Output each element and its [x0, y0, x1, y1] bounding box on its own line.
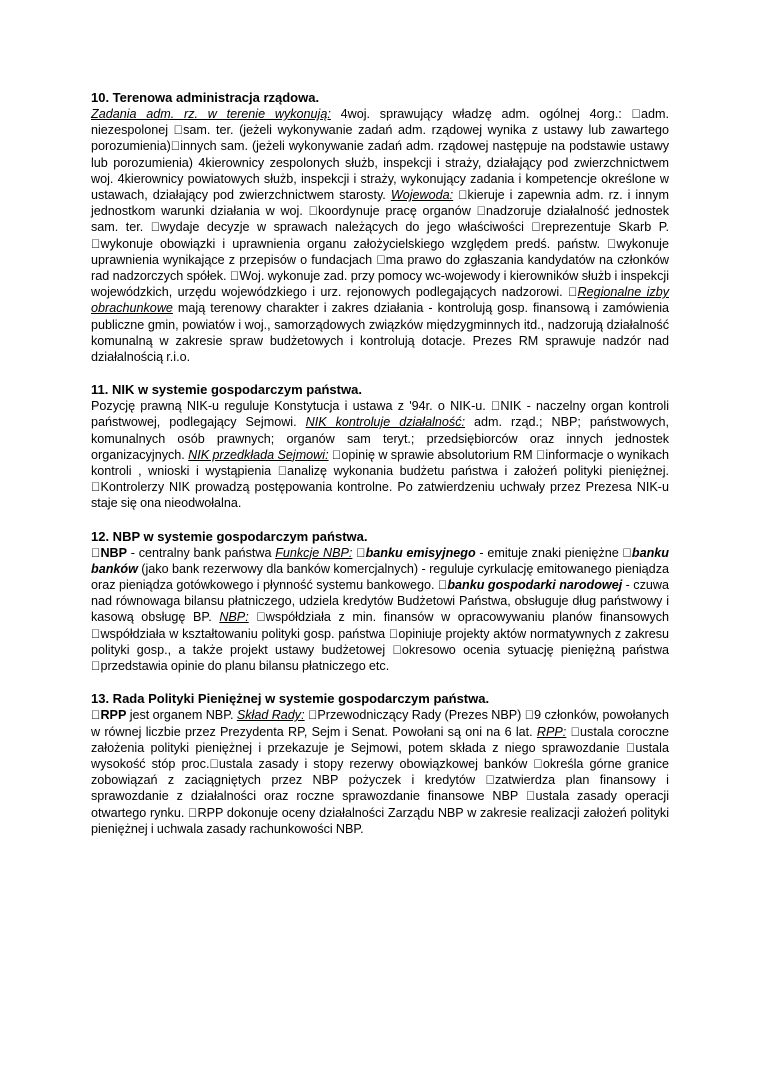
inline-text: ustala coroczne założenia polityki pieniężnej i przekazuje je Sejmowi, potem składa z niego sprawozdanie ustala wysokość stóp proc. ustala zasady i stopy rezerwy obowiązkowej banków określa górne granice zobowiązań z zaciągniętych przez NBP pożyczek i kredytów zatwierdza plan finansowy i sprawozdanie z działalności oraz roczne sprawozdanie finansowe NBP ustala zasady operacji otwartego rynku. RPP dokonuje oceny działalności Zarządu NBP w zakresie realizacji założeń polityki pieniężnej i uchwala zasady rachunkowości NBP.	[91, 724, 669, 836]
inline-text: kieruje i zapewnia adm. rz. i innym jednostkom warunki działania w woj. koordynuje pracę organów nadzoruje działalność jednostek sam. ter. wydaje decyzje w sprawach należących do jego właściwości reprezentuje Skarb P. wykonuje obowiązki i uprawnienia organu założycielskiego względem predś. państw. wykonuje uprawnienia wynikające z przepisów o fundacjach ma prawo do zgłaszania kandydatów na członków rad nadzorczych spółek. Woj. wykonuje zad. przy pomocy wc-wojewody i kierowników służb i inspekcji wojewódzkich, urzędu wojewódzkiego i urz. rejonowych podlegających nadzorowi.	[91, 188, 669, 300]
inline-text: adm. rząd.; NBP; państwowych, komunalnych osób prawnych; organów sam teryt.; przedsiębiorców oraz innych jednostek organizacyjnych.	[91, 415, 669, 462]
section-12	[91, 528, 669, 675]
inline-text: - czuwa nad równowaga bilansu płatniczego, udziela kredytów Budżetowi Państwa, obsługuje dług państwowy i kasową obsługę BP.	[91, 578, 669, 625]
inline-text: - centralny bank państwa	[117, 545, 270, 560]
inline-bold: NBP	[91, 545, 118, 560]
section-body	[91, 398, 669, 511]
section-body	[91, 707, 669, 837]
inline-term: RPP:	[535, 724, 565, 739]
section-13	[91, 690, 669, 837]
inline-bold-italic: banku banków	[91, 545, 670, 576]
section-heading: 10. Terenowa administracja rządowa.	[91, 90, 320, 105]
inline-text: (jako bank rezerwowy dla banków komercjalnych) - reguluje cyrkulację emitowanego pieniądza oraz pieniądza gotówkowego i płynność systemu bankowego.	[91, 561, 669, 593]
section-body	[91, 106, 669, 365]
section-10	[91, 89, 669, 365]
inline-text: opinię w sprawie absolutorium RM informacje o wynikach kontroli , wnioski i wystąpienia analizę wykonania budżetu państwa i założeń polityki pieniężnej. Kontrolerzy NIK prowadzą postępowania kontrolne. Po zatwierdzeniu uchwały przez Prezesa NIK-u staje się ona nieodwołalna.	[91, 447, 669, 511]
inline-bold: RPP	[91, 708, 117, 723]
inline-text: mają terenowy charakter i zakres działania - kontrolują gosp. finansową i zamówienia publiczne gmin, powiatów i woj., samorządowych związków międzygminnych itd., nadzorują działalność komunalną w zakresie spraw budżetowych i kontrolują dotacje. Prezes RM sprawuje nadzór nad działalnością r.i.o.	[91, 301, 669, 365]
inline-term: NIK kontroluje działalność:	[305, 415, 466, 430]
inline-text: Przewodniczący Rady (Prezes NBP) 9 członków, powołanych w równej liczbie przez Prezydenta RP, Sejm i Senat. Powołani są oni na 6 lat.	[91, 708, 669, 739]
inline-text: 4woj. sprawujący władzę adm. ogólnej 4org.: adm. niezespolonej sam. ter. (jeżeli wykonywanie zadań adm. rządowej wynika z ustawy lub zawartego porozumienia) innych sam. (jeżeli wykonywanie zadań adm. rządowej następuje na podstawie ustawy lub porozumienia) 4kierownicy zespolonych służb, inspekcji i straży, działający pod zwierzchnictwem woj. 4kierownicy powiatowych służb, inspekcji i straży, wykonujący zadania i kompetencje określone w ustawach, działający pod zwierzchnictwem starosty.	[91, 107, 669, 203]
inline-bold-italic: banku gospodarki narodowej	[443, 578, 621, 593]
inline-text: współdziała z min. finansów w opracowywaniu planów finansowych współdziała w kształtowaniu polityki gosp. państwa opiniuje projekty aktów normatywnych z zakresu polityki gosp., a także projekt ustawy budżetowej okresowo ocenia sytuację pieniężną państwa przedstawia opinie do planu bilansu płatniczego etc.	[91, 610, 669, 674]
inline-bold-italic: banku emisyjnego	[356, 545, 469, 560]
inline-term: Regionalne izby obrachunkowe	[91, 285, 669, 316]
section-heading: 13. Rada Polityki Pieniężnej w systemie gospodarczym państwa.	[91, 691, 490, 707]
inline-term: Funkcje NBP:	[269, 545, 348, 560]
inline-term: Zadania adm. rz. w terenie wykonują:	[91, 107, 331, 121]
inline-term: NBP:	[219, 610, 249, 625]
section-body	[91, 545, 669, 675]
inline-text: - emituje znaki pieniężne	[474, 545, 632, 560]
inline-term: NIK przedkłada Sejmowi:	[188, 447, 329, 462]
section-heading: 11. NIK w systemie gospodarczym państwa.	[91, 382, 362, 398]
inline-term: Wojewoda:	[390, 188, 454, 203]
inline-text	[351, 545, 357, 560]
inline-text: Pozycję prawną NIK-u reguluje Konstytucja i ustawa z '94r. o NIK-u. NIK - naczelny organ kontroli państwowej, podlegający Sejmowi.	[91, 399, 669, 430]
section-heading: 12. NBP w systemie gospodarczym państwa.	[91, 528, 368, 544]
inline-term: Skład Rady:	[230, 708, 300, 723]
section-11	[91, 381, 669, 511]
inline-text: jest organem NBP.	[116, 708, 231, 723]
